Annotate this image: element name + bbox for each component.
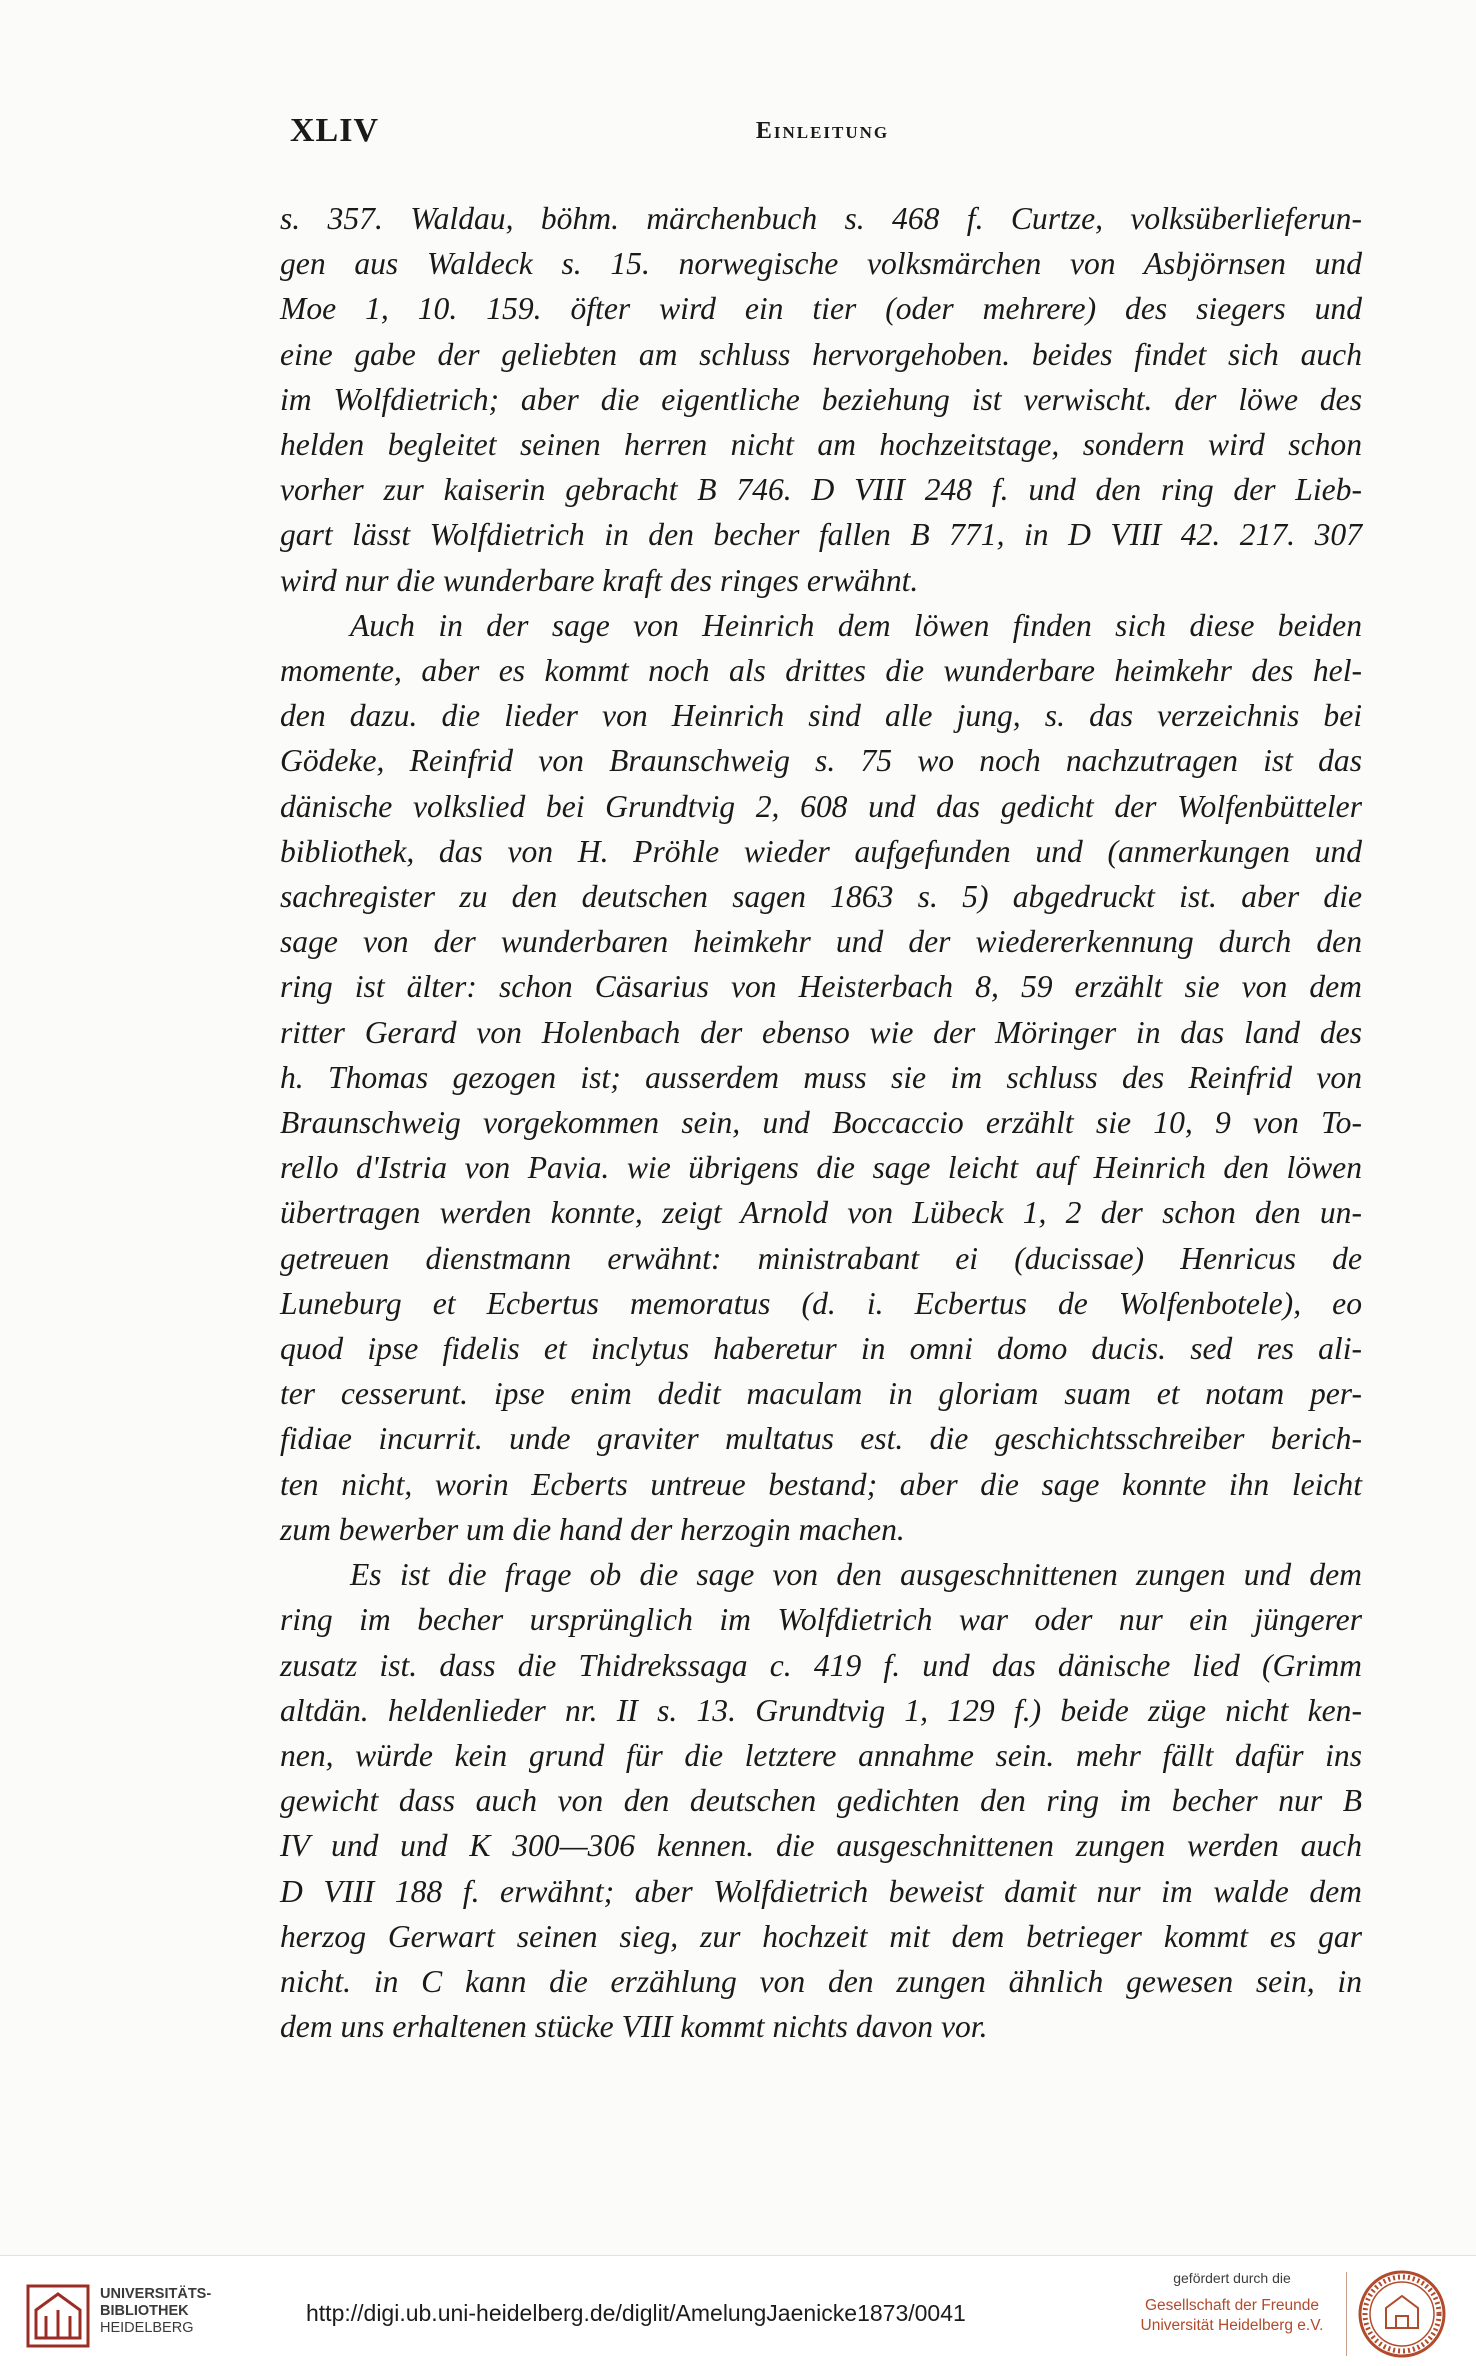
text-line: h. Thomas gezogen ist; ausserdem muss sie im schluss des Reinfrid von: [280, 1059, 1362, 1095]
text-line: ring ist älter: schon Cäsarius von Heisterbach 8, 59 erzählt sie von dem: [280, 969, 1362, 1005]
text-line: helden begleitet seinen herren nicht am hochzeitstage, sondern wird schon: [280, 427, 1362, 463]
page-number: XLIV: [290, 112, 380, 149]
text-line: bibliothek, das von H. Pröhle wieder aufgefunden und (anmerkungen und: [280, 833, 1362, 869]
text-line: zum bewerber um die hand der herzogin machen.: [280, 1511, 905, 1547]
text-line: den dazu. die lieder von Heinrich sind alle jung, s. das verzeichnis bei: [280, 698, 1362, 734]
text-line: dem uns erhaltenen stücke VIII kommt nichts davon vor.: [280, 2009, 988, 2045]
text-line: s. 357. Waldau, böhm. märchenbuch s. 468 f. Curtze, volksüberlieferun-: [280, 201, 1362, 236]
text-line: fidiae incurrit. unde graviter multatus est. die geschichtsschreiber berich-: [280, 1421, 1362, 1457]
library-name: [100, 2286, 300, 2337]
text-line: gart lässt Wolfdietrich in den becher fallen B 771, in D VIII 42. 217. 307: [280, 517, 1362, 553]
text-line: altdän. heldenlieder nr. II s. 13. Grundtvig 1, 129 f.) beide züge nicht ken-: [280, 1692, 1362, 1728]
text-line: zusatz ist. dass die Thidrekssaga c. 419 f. und das dänische lied (Grimm: [280, 1647, 1362, 1683]
paragraph-3: [280, 1552, 1362, 2049]
digitization-footer: [0, 2255, 1476, 2366]
body-text: [280, 196, 1362, 2049]
text-line: ter cesserunt. ipse enim dedit maculam in gloriam suam et notam per-: [280, 1376, 1362, 1412]
text-line: herzog Gerwart seinen sieg, zur hochzeit mit dem betrieger kommt es gar: [280, 1918, 1362, 1954]
library-name-line2: BIBLIOTHEK: [100, 2303, 189, 2319]
text-line: sage von der wunderbaren heimkehr und der wiedererkennung durch den: [280, 924, 1362, 960]
sponsor-name-line2: Universität Heidelberg e.V.: [1140, 2317, 1324, 2334]
text-line: nicht. in C kann die erzählung von den zungen ähnlich gewesen sein, in: [280, 1963, 1362, 1999]
page-header: [290, 112, 1355, 162]
text-line: Es ist die frage ob die sage von den ausgeschnittenen zungen und dem: [350, 1557, 1362, 1593]
library-name-line1: UNIVERSITÄTS-: [100, 2286, 212, 2302]
sponsor-block: [1132, 2270, 1332, 2336]
text-line: wird nur die wunderbare kraft des ringes erwähnt.: [280, 562, 919, 598]
paragraph-2: [280, 603, 1362, 1552]
text-line: Luneburg et Ecbertus memoratus (d. i. Ecbertus de Wolfenbotele), eo: [280, 1285, 1362, 1321]
text-line: im Wolfdietrich; aber die eigentliche beziehung ist verwischt. der löwe des: [280, 381, 1362, 417]
text-line: ten nicht, worin Ecberts untreue bestand; aber die sage konnte ihn leicht: [280, 1466, 1362, 1502]
text-line: D VIII 188 f. erwähnt; aber Wolfdietrich beweist damit nur im walde dem: [280, 1873, 1362, 1909]
text-line: quod ipse fidelis et inclytus haberetur in omni domo ducis. sed res ali-: [280, 1331, 1362, 1367]
text-line: übertragen werden konnte, zeigt Arnold von Lübeck 1, 2 der schon den un-: [280, 1195, 1362, 1231]
text-line: sachregister zu den deutschen sagen 1863 s. 5) abgedruckt ist. aber die: [280, 879, 1362, 915]
text-line: getreuen dienstmann erwähnt: ministrabant ei (ducissae) Henricus de: [280, 1240, 1362, 1276]
university-seal-icon: [1356, 2268, 1448, 2360]
text-line: Moe 1, 10. 159. öfter wird ein tier (oder mehrere) des siegers und: [280, 291, 1362, 327]
text-line: momente, aber es kommt noch als drittes die wunderbare heimkehr des hel-: [280, 653, 1362, 689]
text-line: gewicht dass auch von den deutschen gedichten den ring im becher nur B: [280, 1783, 1362, 1819]
sponsor-name-line1: Gesellschaft der Freunde: [1144, 2297, 1320, 2314]
text-line: ring im becher ursprünglich im Wolfdietrich war oder nur ein jüngerer: [280, 1602, 1362, 1638]
text-line: vorher zur kaiserin gebracht B 746. D VIII 248 f. und den ring der Lieb-: [280, 472, 1362, 508]
text-line: Gödeke, Reinfrid von Braunschweig s. 75 wo noch nachzutragen ist das: [280, 743, 1362, 779]
text-line: ritter Gerard von Holenbach der ebenso wie der Möringer in das land des: [280, 1014, 1362, 1050]
sponsor-prefix: gefördert durch die: [1173, 2270, 1291, 2286]
text-line: dänische volkslied bei Grundtvig 2, 608 und das gedicht der Wolfenbütteler: [280, 788, 1362, 824]
text-line: Braunschweig vorgekommen sein, und Boccaccio erzählt sie 10, 9 von To-: [280, 1105, 1362, 1141]
running-title: Einleitung: [755, 118, 890, 144]
footer-divider: [1346, 2272, 1347, 2356]
text-line: eine gabe der geliebten am schluss hervorgehoben. beides findet sich auch: [280, 336, 1362, 372]
paragraph-1: [280, 196, 1362, 603]
text-line: nen, würde kein grund für die letztere annahme sein. mehr fällt dafür ins: [280, 1737, 1362, 1773]
university-library-logo-icon: [22, 2280, 94, 2352]
text-line: Auch in der sage von Heinrich dem löwen finden sich diese beiden: [350, 607, 1362, 643]
library-name-line3: HEIDELBERG: [100, 2320, 194, 2336]
text-line: rello d'Istria von Pavia. wie übrigens die sage leicht auf Heinrich den löwen: [280, 1150, 1362, 1186]
text-line: gen aus Waldeck s. 15. norwegische volksmärchen von Asbjörnsen und: [280, 246, 1362, 282]
permalink-url[interactable]: http://digi.ub.uni-heidelberg.de/diglit/AmelungJaenicke1873/0041: [306, 2300, 966, 2326]
text-line: IV und und K 300—306 kennen. die ausgeschnittenen zungen werden auch: [280, 1828, 1362, 1864]
